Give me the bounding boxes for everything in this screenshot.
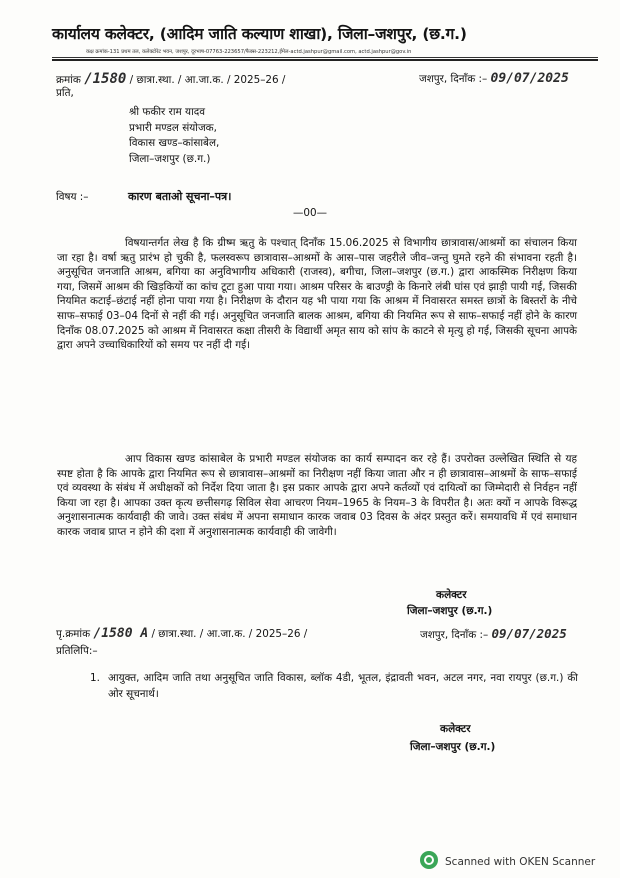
- copy-item-number: 1.: [90, 672, 100, 684]
- subject-text: कारण बताओ सूचना–पत्र।: [128, 190, 232, 203]
- addressee-block: [129, 105, 219, 167]
- copy-item-text: आयुक्त, आदिम जाति तथा अनुसूचित जाति विकास, ब्लॉक 4डी, भूतल, इंद्रावती भवन, अटल नगर, नवा रायपुर (छ.ग.) की ओर सूचनार्थ।: [108, 672, 578, 700]
- office-title: कार्यालय कलेक्टर, (आदिम जाति कल्याण शाखा), जिला–जशपुर, (छ.ग.): [52, 25, 467, 43]
- endorsement-handwritten-no: /1580 A: [93, 626, 149, 641]
- copy-label: प्रतिलिपि:–: [56, 645, 98, 657]
- signature-place: जिला–जशपुर (छ.ग.): [407, 605, 493, 617]
- contact-line: कक्ष क्रमांक-131 प्रथम तल, कलेक्टोरेट भवन, जशपुर, दूरभाष-07763-223657/फैक्स-223212,ईमेल-actd.jashpur@gmail.com, actd.jashpur@gov.in: [86, 49, 412, 55]
- addressee-line: विकास खण्ड–कांसाबेल,: [129, 137, 220, 149]
- endorsement-place-date-label: जशपुर, दिनाँक :–: [420, 629, 489, 641]
- body-paragraph-2: आप विकास खण्ड कांसाबेल के प्रभारी मण्डल संयोजक का कार्य सम्पादन कर रहे हैं। उपरोक्त उल्लेखित स्थिति से यह स्पष्ट होता है कि आपके द्वारा नियमित रूप से छात्रावास–आश्रमों का निरीक्षण नहीं किया जाता और न ही छात्रावास–आश्रमों के साफ–सफाई एवं व्यवस्था के संबंध में अधीक्षकों को निर्देश दिया जाता है। इस प्रकार आपके द्वारा अपने कर्तव्यों एवं दायित्वों का जिम्मेदारी से निर्वहन नहीं किया जा रहा है। आपका उक्त कृत्य छत्तीसगढ़ सिविल सेवा आचरण नियम–1965 के नियम–3 के विपरीत है। अतः क्यों न आपके विरूद्ध अनुशासनात्मक कार्यवाही की जावे। उक्त संबंध में अपना समाधान कारक जवाब 03 दिवस के अंदर प्रस्तुत करें। समयावधि में एवं समाधान कारक जवाब प्राप्त न होने की दशा में अनुशासनात्मक कार्यवाही की जावेगी।: [57, 453, 577, 538]
- addressee-line: श्री फकीर राम यादव: [129, 106, 206, 118]
- endorsement-date: [420, 626, 567, 642]
- subject-label: विषय :–: [56, 191, 89, 203]
- subject-separator: —00—: [293, 207, 328, 219]
- reference-handwritten-no: /1580: [84, 71, 127, 87]
- signature-title: कलेक्टर: [436, 589, 467, 601]
- signature-title: कलेक्टर: [440, 723, 471, 735]
- reference-date: [419, 71, 569, 86]
- reference-handwritten-date: 09/07/2025: [490, 71, 569, 86]
- addressee-line: जिला–जशपुर (छ.ग.): [129, 152, 211, 165]
- signature-place: जिला–जशपुर (छ.ग.): [410, 741, 496, 753]
- addressee-line: प्रभारी मण्डल संयोजक,: [129, 121, 217, 134]
- header-rule-thick: [52, 59, 598, 61]
- header-rule: [52, 57, 598, 58]
- endorsement-code: / छात्रा.स्था. / आ.जा.क. / 2025–26 /: [151, 628, 308, 640]
- endorsement-line: [56, 626, 307, 641]
- reference-prefix: क्रमांक: [56, 74, 81, 86]
- reference-code: / छात्रा.स्था. / आ.जा.क. / 2025–26 /: [129, 74, 286, 86]
- reference-place-date-label: जशपुर, दिनाँक :–: [419, 73, 488, 85]
- endorsement-prefix: पृ.क्रमांक: [56, 628, 91, 640]
- endorsement-handwritten-date: 09/07/2025: [491, 626, 567, 641]
- reference-line: [56, 71, 285, 87]
- scanner-text: Scanned with OKEN Scanner: [445, 855, 596, 868]
- prati-label: प्रति,: [56, 87, 74, 99]
- body-paragraph-1: विषयान्तर्गत लेख है कि ग्रीष्म ऋतु के पश्चात् दिनाँक 15.06.2025 से विभागीय छात्रावास/आश्रमों का संचालन किया जा रहा है। वर्षा ऋतु प्रारंभ हो चुकी है, फलस्वरूप छात्रावास–आश्रमों के आस–पास जहरीले जीव–जन्तु घुमते रहने की संभावना रहती है। अनुसूचित जनजाति आश्रम, बगिया का अनुविभागीय अधिकारी (राजस्व), बगीचा, जिला–जशपुर (छ.ग.) द्वारा आकस्मिक निरीक्षण किया गया, जिसमें आश्रम की खिड़कियों का कांच टूटा हुआ पाया गया। आश्रम परिसर के बाउण्ड्री के किनारे लंबी घांस एवं झाड़ी पायी गई, जिसकी नियमित कटाई–छंटाई नहीं होना पाया गया है। निरीक्षण के दौरान यह भी पाया गया कि आश्रम में निवासरत समस्त छात्रों के बिस्तरों के नीचे साफ–सफाई 03–04 दिनों से नहीं की गई। अनुसूचित जनजाति बालक आश्रम, बगिया की नियमित रूप से साफ–सफाई नहीं होने के कारण दिनाँक 08.07.2025 को आश्रम में निवासरत कक्षा तीसरी के विद्यार्थी अमृत साय को सांप के काटने से मृत्यु हो गई, जिसकी सूचना आपके द्वारा अपने उच्चाधिकारियों को समय पर नहीं दी गई।: [57, 237, 577, 352]
- scanner-watermark: [419, 850, 595, 873]
- oken-scanner-logo-icon: [419, 850, 439, 873]
